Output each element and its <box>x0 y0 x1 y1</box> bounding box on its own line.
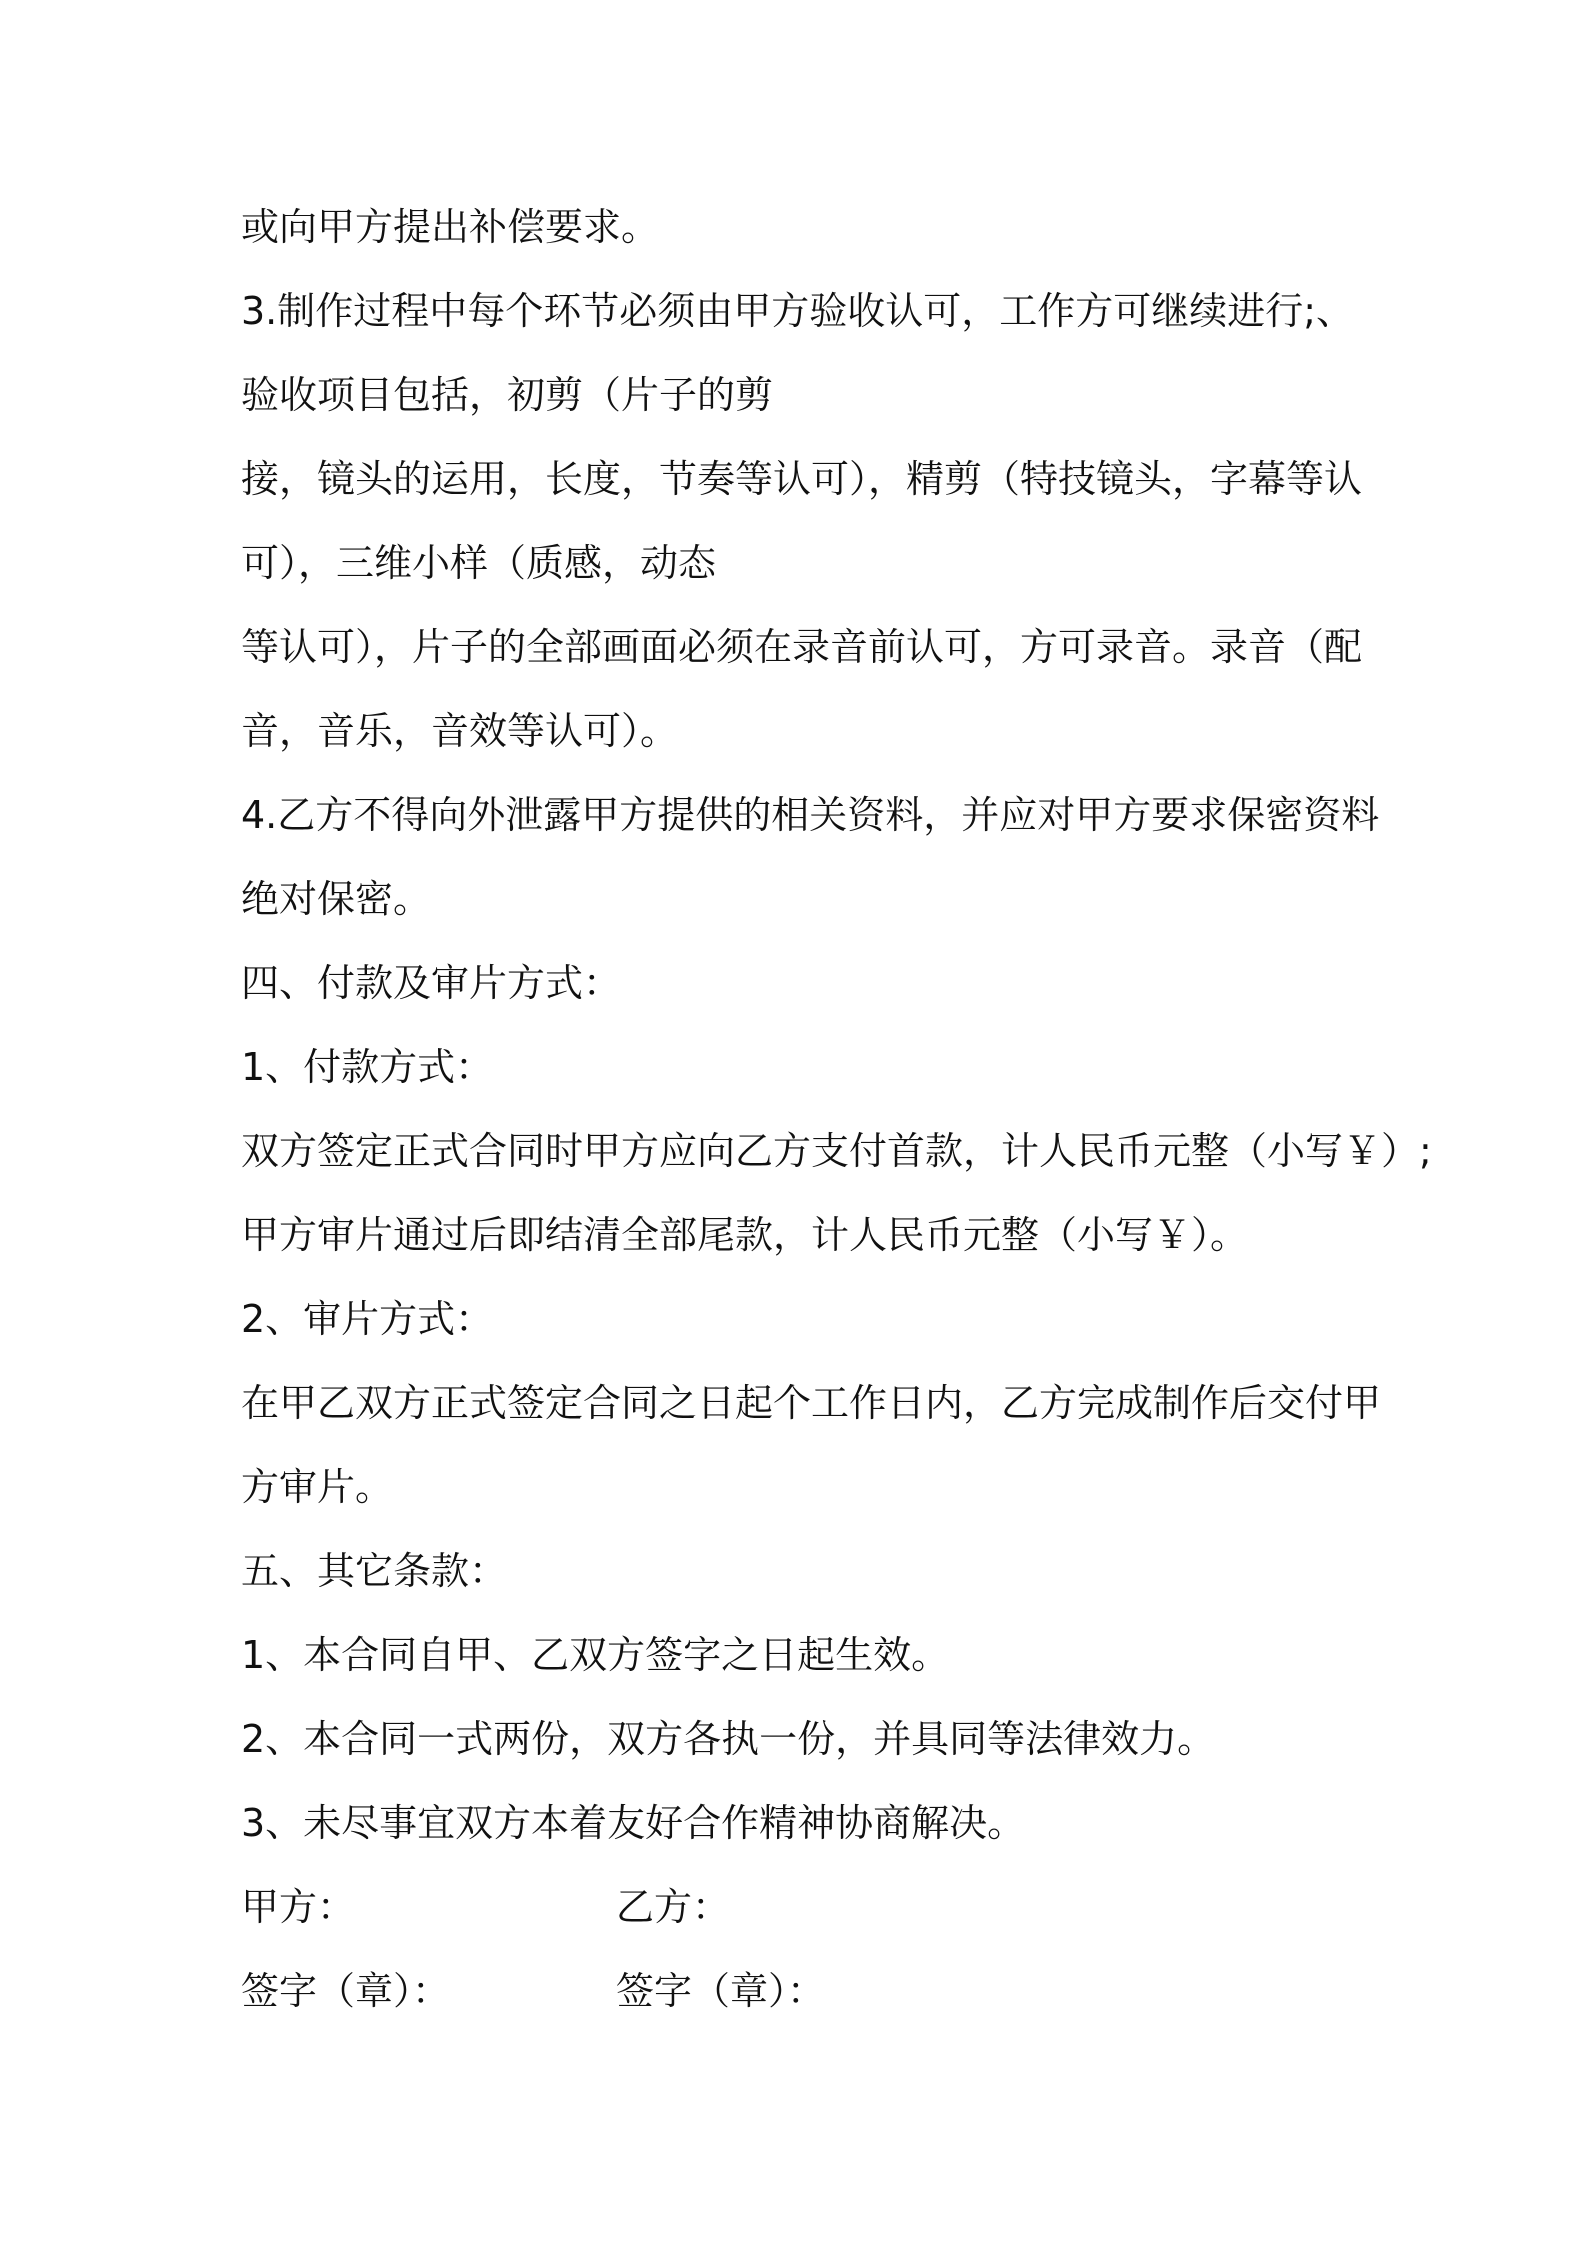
party-b-label: 乙方： <box>616 1885 731 1929</box>
paragraph-line: 在甲乙双方正式签定合同之日起个工作日内，乙方完成制作后交付甲 <box>241 1381 1382 1425</box>
term-2-line: 2、本合同一式两份，双方各执一份，并具同等法律效力。 <box>241 1717 1216 1761</box>
subheading-review-method: 2、审片方式： <box>241 1297 494 1341</box>
paragraph-line: 方审片。 <box>241 1465 394 1509</box>
clause-4-line: 4.乙方不得向外泄露甲方提供的相关资料，并应对甲方要求保密资料 <box>241 793 1380 837</box>
term-1-line: 1、本合同自甲、乙双方签字之日起生效。 <box>241 1633 950 1677</box>
party-a-signature-label: 签字（章）： <box>241 1969 451 2013</box>
party-a-label: 甲方： <box>241 1885 356 1929</box>
paragraph-line: 绝对保密。 <box>241 877 432 921</box>
paragraph-line: 接，镜头的运用，长度，节奏等认可），精剪（特技镜头，字幕等认 <box>241 457 1363 501</box>
paragraph-line: 可），三维小样（质感，动态 <box>241 541 717 585</box>
clause-3-line: 3.制作过程中每个环节必须由甲方验收认可，工作方可继续进行;、 <box>241 289 1355 333</box>
paragraph-line: 等认可），片子的全部画面必须在录音前认可，方可录音。录音（配 <box>241 625 1363 669</box>
party-b-signature-label: 签字（章）： <box>616 1969 826 2013</box>
subheading-payment-method: 1、付款方式： <box>241 1045 494 1089</box>
paragraph-line: 或向甲方提出补偿要求。 <box>241 205 660 249</box>
paragraph-line: 甲方审片通过后即结清全部尾款，计人民币元整（小写￥）。 <box>241 1213 1249 1257</box>
term-3-line: 3、未尽事宜双方本着友好合作精神协商解决。 <box>241 1801 1026 1845</box>
section-heading-other-terms: 五、其它条款： <box>241 1549 508 1593</box>
paragraph-line: 音，音乐，音效等认可）。 <box>241 709 679 753</box>
paragraph-line: 验收项目包括，初剪（片子的剪 <box>241 373 774 417</box>
paragraph-line: 双方签定正式合同时甲方应向乙方支付首款，计人民币元整（小写￥）; <box>241 1129 1432 1173</box>
section-heading-payment: 四、付款及审片方式： <box>241 961 622 1005</box>
